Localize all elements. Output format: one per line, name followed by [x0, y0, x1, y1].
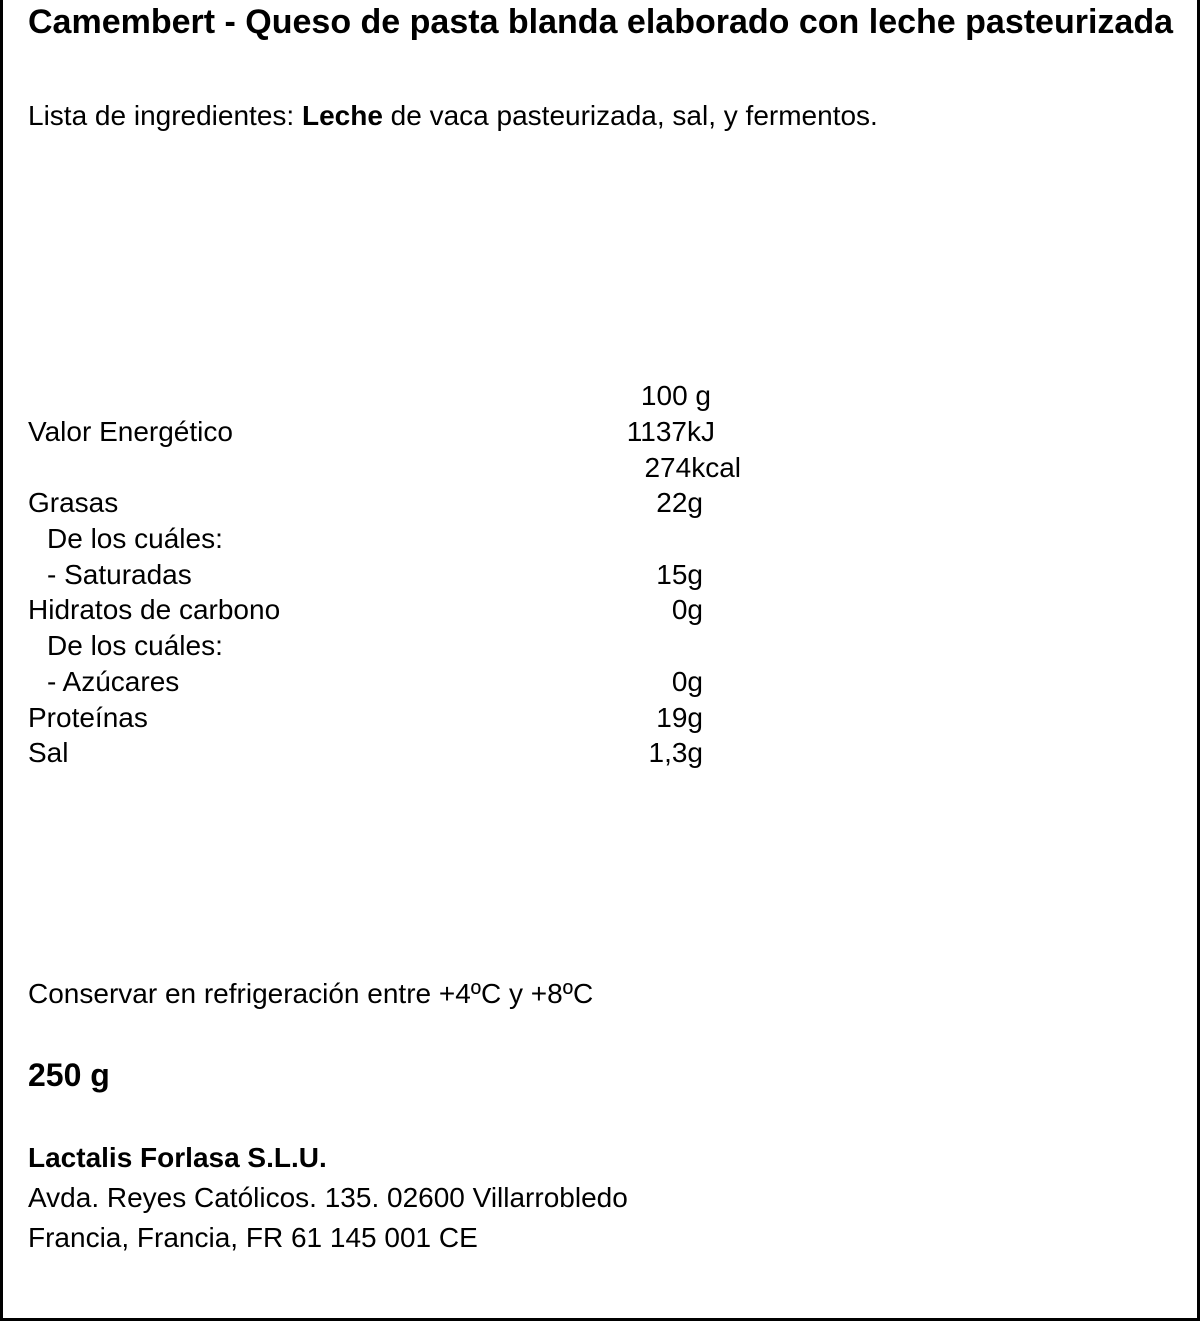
ingredients-line [28, 96, 878, 136]
nutrition-row-label: De los cuáles: [47, 523, 223, 554]
nutrition-row-label: Hidratos de carbono [28, 594, 281, 625]
ingredients-prefix: Lista de ingredientes: [28, 100, 302, 131]
storage-instructions: Conservar en refrigeración entre +4ºC y +8ºC [28, 978, 594, 1009]
nutrition-header: 100 g [640, 380, 711, 411]
nutrition-row-value: 1,3g [648, 737, 703, 768]
nutrition-row-value: 274kcal [644, 452, 741, 483]
ingredients-allergen: Leche [301, 100, 383, 131]
nutrition-row-label: De los cuáles: [47, 630, 223, 661]
nutrition-row-value: 19g [656, 702, 703, 733]
nutrition-row-value: 1137kJ [626, 416, 715, 447]
nutrition-row-label: - Saturadas [47, 559, 192, 590]
nutrition-row-label: Sal [28, 737, 69, 768]
nutrition-row-label: Grasas [28, 487, 119, 518]
nutrition-row-value: 15g [656, 559, 703, 590]
product-title: Camembert - Queso de pasta blanda elaborado con leche pasteurizada [28, 3, 1173, 41]
ingredients-rest: de vaca pasteurizada, sal, y fermentos. [382, 100, 878, 131]
nutrition-row-value: 22g [656, 487, 703, 518]
company-address-line2: Francia, Francia, FR 61 145 001 CE [28, 1222, 478, 1253]
nutrition-row-label: Proteínas [28, 702, 148, 733]
nutrition-row-label: Valor Energético [28, 416, 233, 447]
company-address-line1: Avda. Reyes Católicos. 135. 02600 Villarrobledo [28, 1182, 628, 1213]
nutrition-row-value: 0g [671, 666, 703, 697]
net-weight: 250 g [28, 1057, 110, 1093]
nutrition-row-label: - Azúcares [47, 666, 180, 697]
nutrition-row-value: 0g [671, 594, 703, 625]
company-name: Lactalis Forlasa S.L.U. [28, 1142, 327, 1173]
